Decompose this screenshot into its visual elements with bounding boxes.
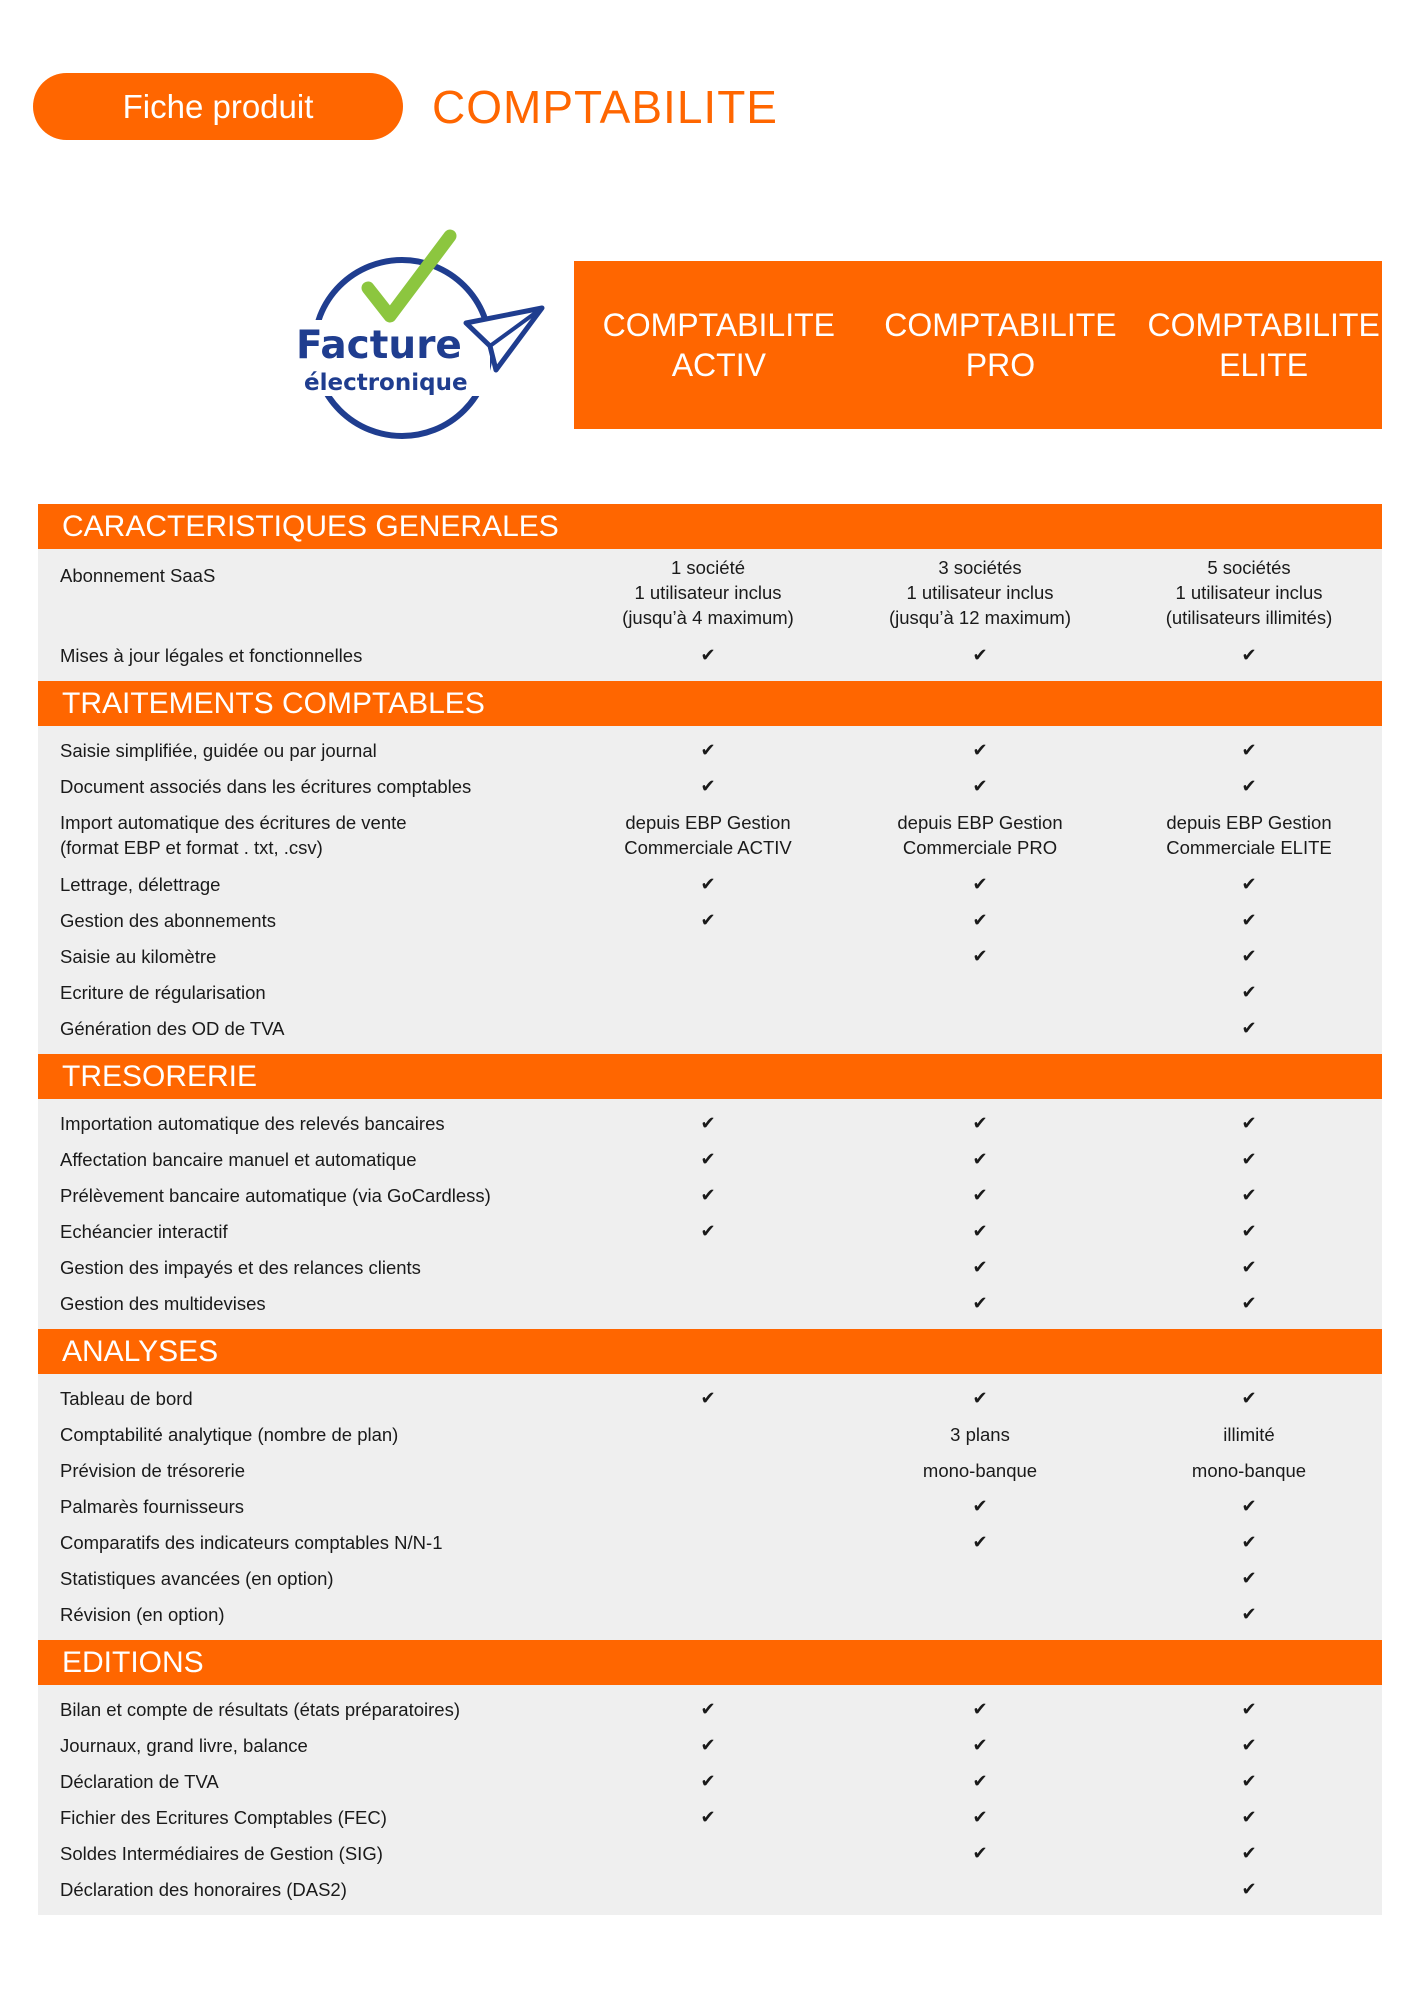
check-icon: ✔: [700, 740, 716, 760]
check-icon: ✔: [972, 740, 988, 760]
cell-elite: [1116, 737, 1382, 763]
cell-elite: [1116, 979, 1382, 1005]
cell-pro: [844, 1385, 1116, 1411]
check-icon: ✔: [972, 1496, 988, 1516]
feature-row: [38, 1452, 1382, 1488]
cell-activ: [572, 773, 844, 799]
check-icon: ✔: [972, 1843, 988, 1863]
cell-pro: [844, 1493, 1116, 1519]
cell-text-line: Commerciale PRO: [902, 837, 1058, 858]
check-icon: ✔: [1241, 1568, 1257, 1588]
cell-text-line: illimité: [1223, 1423, 1275, 1445]
feature-label: [38, 1183, 572, 1208]
cell-elite: [1116, 1732, 1382, 1758]
section-body: [38, 1374, 1382, 1640]
cell-pro: [844, 555, 1116, 630]
cell-activ: [572, 1110, 844, 1136]
cell-pro: [844, 810, 1116, 860]
feature-label: [38, 1733, 572, 1758]
feature-row: [38, 1249, 1382, 1285]
cell-text-line: 3 sociétés: [938, 557, 1022, 578]
cell-elite: [1116, 1876, 1382, 1902]
cell-pro: [844, 1110, 1116, 1136]
feature-label: [38, 1805, 572, 1830]
cell-pro: [844, 1840, 1116, 1866]
cell-pro: [844, 871, 1116, 897]
check-icon: ✔: [972, 910, 988, 930]
cell-elite: [1116, 1493, 1382, 1519]
feature-label-line: Gestion des abonnements: [60, 909, 276, 931]
document-type-label: Fiche produit: [122, 87, 314, 125]
cell-activ: [572, 1768, 844, 1794]
feature-row: [38, 637, 1382, 673]
feature-label-line: (format EBP et format . txt, .csv): [60, 837, 323, 858]
check-icon: ✔: [1241, 1771, 1257, 1791]
feature-row: [38, 732, 1382, 768]
check-icon: ✔: [972, 1771, 988, 1791]
feature-label-line: Affectation bancaire manuel et automatique: [60, 1148, 417, 1170]
feature-label-line: Comparatifs des indicateurs comptables N/N-1: [60, 1531, 443, 1553]
cell-elite: [1116, 1218, 1382, 1244]
cell-text-line: (utilisateurs illimités): [1165, 607, 1333, 628]
cell-elite: [1116, 1529, 1382, 1555]
check-icon: ✔: [1241, 1388, 1257, 1408]
cell-text-line: depuis EBP Gestion: [625, 812, 791, 833]
check-icon: ✔: [1241, 910, 1257, 930]
cell-pro: [844, 1422, 1116, 1447]
check-icon: ✔: [972, 1113, 988, 1133]
feature-row: [38, 1010, 1382, 1046]
feature-label-line: Journaux, grand livre, balance: [60, 1734, 308, 1756]
cell-elite: [1116, 773, 1382, 799]
feature-label-line: Palmarès fournisseurs: [60, 1495, 245, 1517]
check-icon: ✔: [972, 1388, 988, 1408]
feature-row: [38, 1727, 1382, 1763]
feature-row: [38, 804, 1382, 866]
feature-label-line: Lettrage, délettrage: [60, 873, 221, 895]
check-icon: ✔: [1241, 1018, 1257, 1038]
feature-row: [38, 1524, 1382, 1560]
cell-pro: [844, 1732, 1116, 1758]
cell-activ: [572, 1804, 844, 1830]
cell-elite: [1116, 1110, 1382, 1136]
cell-elite: [1116, 1422, 1382, 1447]
cell-activ: [572, 1182, 844, 1208]
cell-pro: [844, 943, 1116, 969]
plan-pro-line1: COMPTABILITE: [884, 307, 1117, 343]
check-icon: ✔: [972, 1699, 988, 1719]
cell-text-line: Commerciale ELITE: [1166, 837, 1332, 858]
section-header: ANALYSES: [38, 1329, 1382, 1374]
check-icon: ✔: [1241, 982, 1257, 1002]
feature-label-line: Importation automatique des relevés bancaires: [60, 1112, 445, 1134]
cell-pro: [844, 1804, 1116, 1830]
check-icon: ✔: [700, 1807, 716, 1827]
feature-label: [38, 1602, 572, 1627]
feature-label-line: Fichier des Ecritures Comptables (FEC): [60, 1806, 387, 1828]
section-body: [38, 726, 1382, 1054]
feature-label-line: Gestion des multidevises: [60, 1292, 266, 1314]
logo-word-electronique: électronique: [304, 370, 468, 396]
cell-elite: [1116, 1458, 1382, 1483]
check-icon: ✔: [972, 946, 988, 966]
cell-activ: [572, 555, 844, 630]
check-icon: ✔: [1241, 1807, 1257, 1827]
feature-label: [38, 1697, 572, 1722]
feature-row: [38, 1141, 1382, 1177]
cell-text-line: 1 utilisateur inclus: [1175, 582, 1323, 603]
cell-elite: [1116, 1840, 1382, 1866]
feature-label: [38, 1016, 572, 1041]
cell-pro: [844, 1529, 1116, 1555]
check-icon: ✔: [1241, 645, 1257, 665]
cell-activ: [572, 642, 844, 668]
cell-elite: [1116, 943, 1382, 969]
cell-elite: [1116, 871, 1382, 897]
check-icon: ✔: [700, 1699, 716, 1719]
cell-activ: [572, 1385, 844, 1411]
feature-label: [38, 1566, 572, 1591]
check-icon: ✔: [1241, 1221, 1257, 1241]
plan-activ: [574, 305, 856, 385]
cell-elite: [1116, 1768, 1382, 1794]
cell-pro: [844, 1458, 1116, 1483]
cell-elite: [1116, 1182, 1382, 1208]
feature-label: [38, 643, 572, 668]
cell-activ: [572, 1696, 844, 1722]
feature-label-line: Comptabilité analytique (nombre de plan): [60, 1423, 399, 1445]
feature-label: [38, 908, 572, 933]
cell-activ: [572, 810, 844, 860]
feature-row: [38, 1596, 1382, 1632]
feature-label-line: Bilan et compte de résultats (états préparatoires): [60, 1698, 460, 1720]
feature-label: [38, 1769, 572, 1794]
plan-pro: [856, 305, 1138, 385]
cell-pro: [844, 1254, 1116, 1280]
cell-elite: [1116, 1385, 1382, 1411]
section-body: [38, 1685, 1382, 1915]
cell-text-line: 1 utilisateur inclus: [906, 582, 1054, 603]
feature-row: [38, 866, 1382, 902]
section-header: CARACTERISTIQUES GENERALES: [38, 504, 1382, 549]
feature-label: [38, 738, 572, 763]
check-icon: ✔: [700, 776, 716, 796]
feature-label: [38, 1386, 572, 1411]
section-header: TRAITEMENTS COMPTABLES: [38, 681, 1382, 726]
check-icon: ✔: [1241, 1843, 1257, 1863]
check-icon: ✔: [700, 1221, 716, 1241]
cell-activ: [572, 1732, 844, 1758]
check-icon: ✔: [1241, 1496, 1257, 1516]
plan-elite: [1137, 305, 1382, 385]
cell-pro: [844, 1218, 1116, 1244]
feature-label: [38, 555, 572, 588]
cell-text-line: 1 utilisateur inclus: [634, 582, 782, 603]
check-icon: ✔: [972, 1735, 988, 1755]
check-icon: ✔: [1241, 1735, 1257, 1755]
feature-row: [38, 1416, 1382, 1452]
check-icon: ✔: [1241, 1185, 1257, 1205]
check-icon: ✔: [1241, 1149, 1257, 1169]
cell-activ: [572, 1146, 844, 1172]
feature-label-line: Déclaration des honoraires (DAS2): [60, 1878, 347, 1900]
feature-label: [38, 810, 572, 860]
plan-activ-line2: ACTIV: [671, 347, 766, 383]
cell-text-line: (jusqu’à 12 maximum): [889, 607, 1071, 628]
check-icon: ✔: [700, 874, 716, 894]
feature-row: [38, 1213, 1382, 1249]
feature-row: [38, 1871, 1382, 1907]
facture-electronique-logo: [290, 228, 550, 448]
check-icon: ✔: [1241, 874, 1257, 894]
cell-pro: [844, 737, 1116, 763]
check-icon: ✔: [972, 1532, 988, 1552]
feature-label-line: Déclaration de TVA: [60, 1770, 219, 1792]
cell-elite: [1116, 1146, 1382, 1172]
cell-pro: [844, 773, 1116, 799]
feature-label-line: Génération des OD de TVA: [60, 1017, 285, 1039]
cell-activ: [572, 907, 844, 933]
check-icon: ✔: [972, 1807, 988, 1827]
cell-text-line: 5 sociétés: [1207, 557, 1291, 578]
feature-label: [38, 872, 572, 897]
check-icon: ✔: [1241, 1257, 1257, 1277]
check-icon: ✔: [700, 1771, 716, 1791]
feature-label-line: Saisie simplifiée, guidée ou par journal: [60, 739, 377, 761]
feature-label-line: Prévision de trésorerie: [60, 1459, 246, 1481]
check-icon: ✔: [700, 1113, 716, 1133]
feature-row: [38, 1285, 1382, 1321]
feature-row: [38, 1105, 1382, 1141]
cell-text-line: 3 plans: [950, 1423, 1010, 1445]
feature-label: [38, 1530, 572, 1555]
cell-elite: [1116, 642, 1382, 668]
feature-label-line: Document associés dans les écritures comptables: [60, 775, 472, 797]
feature-row: [38, 1560, 1382, 1596]
check-icon: ✔: [1241, 1879, 1257, 1899]
page-title: COMPTABILITE: [432, 81, 778, 133]
plan-activ-line1: COMPTABILITE: [602, 307, 835, 343]
feature-label: [38, 1147, 572, 1172]
cell-text-line: (jusqu’à 4 maximum): [622, 607, 794, 628]
check-icon: ✔: [972, 1221, 988, 1241]
check-icon: ✔: [972, 1185, 988, 1205]
check-icon: ✔: [1241, 776, 1257, 796]
feature-row: [38, 974, 1382, 1010]
feature-row: [38, 1763, 1382, 1799]
feature-row: [38, 768, 1382, 804]
check-icon: ✔: [1241, 740, 1257, 760]
document-type-pill: [33, 73, 403, 140]
check-icon: ✔: [700, 1149, 716, 1169]
cell-elite: [1116, 1290, 1382, 1316]
check-icon: ✔: [700, 645, 716, 665]
check-icon: ✔: [1241, 946, 1257, 966]
check-icon: ✔: [700, 910, 716, 930]
cell-activ: [572, 871, 844, 897]
check-icon: ✔: [972, 1257, 988, 1277]
feature-label-line: Statistiques avancées (en option): [60, 1567, 334, 1589]
feature-label: [38, 774, 572, 799]
feature-label-line: Ecriture de régularisation: [60, 981, 266, 1003]
feature-row: [38, 1799, 1382, 1835]
feature-row: [38, 1691, 1382, 1727]
logo-graphic: [290, 228, 550, 448]
cell-text-line: Commerciale ACTIV: [624, 837, 792, 858]
cell-elite: [1116, 1804, 1382, 1830]
cell-elite: [1116, 555, 1382, 630]
feature-row: [38, 902, 1382, 938]
check-icon: ✔: [1241, 1604, 1257, 1624]
feature-label: [38, 1494, 572, 1519]
feature-label: [38, 1877, 572, 1902]
check-icon: ✔: [700, 1388, 716, 1408]
feature-label: [38, 980, 572, 1005]
feature-label: [38, 1458, 572, 1483]
feature-row: [38, 938, 1382, 974]
feature-label: [38, 1422, 572, 1447]
section-header: TRESORERIE: [38, 1054, 1382, 1099]
check-icon: ✔: [1241, 1532, 1257, 1552]
feature-label-line: Echéancier interactif: [60, 1220, 228, 1242]
check-icon: ✔: [1241, 1113, 1257, 1133]
cell-elite: [1116, 907, 1382, 933]
logo-word-facture: Facture: [296, 323, 462, 368]
check-icon: ✔: [972, 1149, 988, 1169]
cell-activ: [572, 1218, 844, 1244]
cell-text-line: depuis EBP Gestion: [1166, 812, 1332, 833]
feature-label-line: Révision (en option): [60, 1603, 225, 1625]
feature-row: [38, 555, 1382, 637]
cell-pro: [844, 1290, 1116, 1316]
check-icon: ✔: [1241, 1699, 1257, 1719]
feature-label-line: Tableau de bord: [60, 1387, 193, 1409]
feature-comparison-table: [38, 504, 1382, 1915]
check-icon: ✔: [972, 874, 988, 894]
feature-label-line: Soldes Intermédiaires de Gestion (SIG): [60, 1842, 383, 1864]
section-header: EDITIONS: [38, 1640, 1382, 1685]
cell-text-line: 1 société: [670, 557, 746, 578]
feature-row: [38, 1835, 1382, 1871]
section-body: [38, 549, 1382, 681]
cell-pro: [844, 1696, 1116, 1722]
section-body: [38, 1099, 1382, 1329]
feature-row: [38, 1177, 1382, 1213]
cell-elite: [1116, 1696, 1382, 1722]
cell-pro: [844, 1182, 1116, 1208]
feature-label: [38, 1255, 572, 1280]
feature-row: [38, 1488, 1382, 1524]
check-icon: ✔: [972, 1293, 988, 1313]
feature-label-line: Prélèvement bancaire automatique (via GoCardless): [60, 1184, 491, 1206]
plans-header: [574, 261, 1382, 429]
cell-elite: [1116, 1565, 1382, 1591]
cell-elite: [1116, 1254, 1382, 1280]
check-icon: ✔: [1241, 1293, 1257, 1313]
feature-label-line: Import automatique des écritures de vente: [60, 812, 407, 833]
check-icon: ✔: [972, 776, 988, 796]
cell-pro: [844, 1768, 1116, 1794]
feature-label: [38, 1841, 572, 1866]
feature-label-line: Gestion des impayés et des relances clients: [60, 1256, 421, 1278]
feature-row: [38, 1380, 1382, 1416]
cell-pro: [844, 1146, 1116, 1172]
cell-text-line: mono-banque: [1191, 1459, 1307, 1481]
plan-pro-line2: PRO: [965, 347, 1036, 383]
cell-elite: [1116, 1601, 1382, 1627]
cell-pro: [844, 642, 1116, 668]
cell-text-line: depuis EBP Gestion: [897, 812, 1063, 833]
feature-label-line: Saisie au kilomètre: [60, 945, 217, 967]
feature-label: [38, 1291, 572, 1316]
check-icon: ✔: [700, 1735, 716, 1755]
feature-label-line: Mises à jour légales et fonctionnelles: [60, 644, 363, 666]
feature-label-line: Abonnement SaaS: [60, 565, 216, 586]
cell-activ: [572, 737, 844, 763]
plan-elite-line1: COMPTABILITE: [1147, 307, 1380, 343]
cell-pro: [844, 907, 1116, 933]
plan-elite-line2: ELITE: [1219, 347, 1309, 383]
check-icon: ✔: [972, 645, 988, 665]
check-icon: ✔: [700, 1185, 716, 1205]
cell-text-line: mono-banque: [922, 1459, 1038, 1481]
feature-label: [38, 1219, 572, 1244]
cell-elite: [1116, 810, 1382, 860]
feature-label: [38, 1111, 572, 1136]
feature-label: [38, 944, 572, 969]
cell-elite: [1116, 1015, 1382, 1041]
